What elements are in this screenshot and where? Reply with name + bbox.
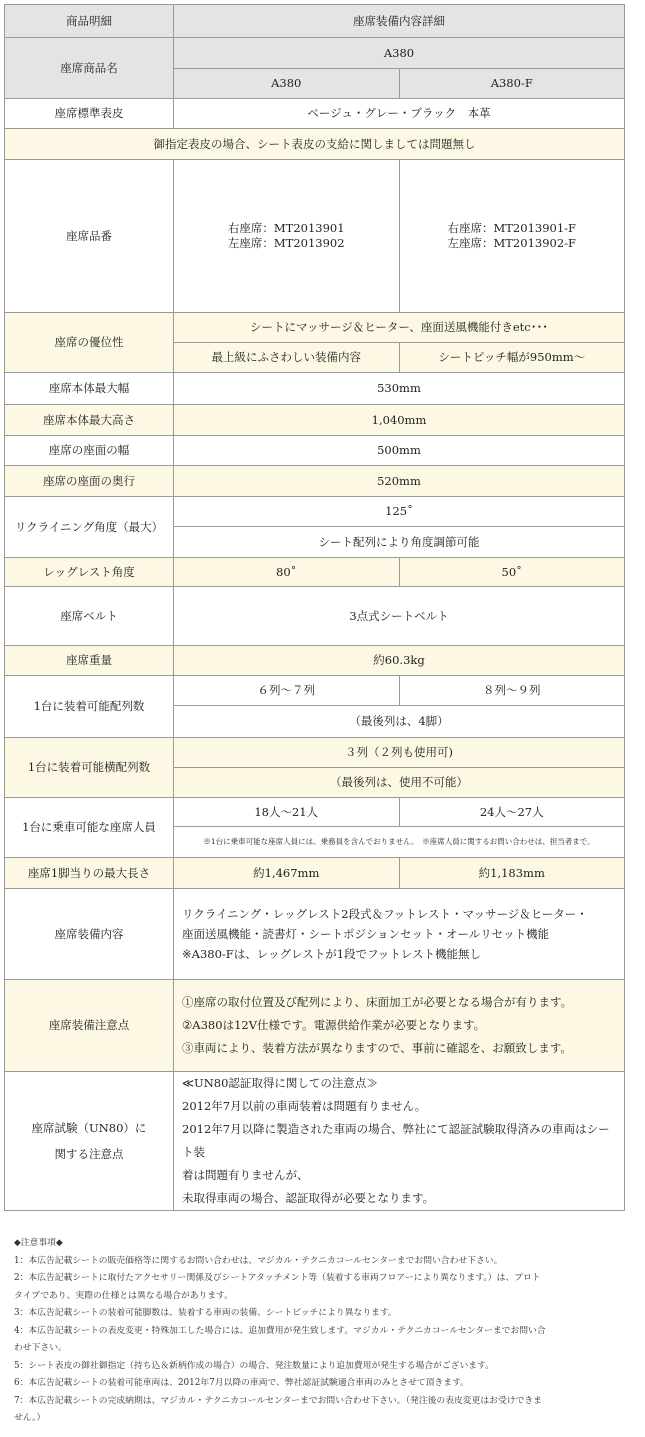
un80-label-line2: 関する注意点: [54, 1147, 124, 1161]
un80-label-line1: 座席試験（UN80）に: [31, 1121, 147, 1135]
seat-depth-value: 520mm: [174, 466, 625, 497]
advantage-label: 座席の優位性: [5, 313, 174, 373]
note-line: タイプであり、実際の仕様とは異なる場合があります。: [14, 1290, 234, 1301]
max-width-value: 530mm: [174, 373, 625, 405]
note-line: わせ下さい。: [14, 1343, 67, 1353]
seat-width-value: 500mm: [174, 436, 625, 466]
caution-line: ②A380は12V仕様です。電源供給作業が必要となります。: [182, 1018, 486, 1032]
advantage-b: シートピッチ幅が950mm～: [399, 343, 625, 373]
un80-line: ≪UN80認証取得に関しての注意点≫: [182, 1076, 378, 1090]
note-line: 5：シート表皮の御社御指定（持ち込＆新柄作成の場合）の場合、発注数量により追加費用が発生する場合がございます。: [14, 1360, 494, 1371]
equipment-line: 座面送風機能・読書灯・シートポジションセット・オールリセット機能: [182, 927, 550, 941]
notes-title: ◆注意事項◆: [14, 1238, 63, 1248]
weight-label: 座席重量: [5, 646, 174, 676]
belt-label: 座席ベルト: [5, 587, 174, 646]
equipment-content: [174, 889, 625, 980]
note-line: 2：本広告記載シートに取付たアクセサリー関係及びシートアタッチメント等（装着する車両フロアーにより異なります。）は、プロト: [14, 1273, 541, 1283]
advantage-top: シートにマッサージ＆ヒーター、座面送風機能付きetc･･･: [174, 313, 625, 343]
max-length-b: 約1,183mm: [399, 858, 625, 889]
cols-label: 1台に装着可能横配列数: [5, 738, 174, 798]
max-height-label: 座席本体最大高さ: [5, 405, 174, 436]
caution-line: ③車両により、装着方法が異なりますので、事前に確認を、お願致します。: [182, 1041, 572, 1055]
model-variant-b: A380-F: [399, 69, 625, 99]
recline-label: リクライニング角度（最大）: [5, 497, 174, 558]
part-no-a-right: 右座席：MT2013901: [227, 221, 345, 236]
model-label: 座席商品名: [5, 38, 174, 99]
weight-value: 約60.3kg: [174, 646, 625, 676]
note-line: 6：本広告記載シートの装着可能車両は、2012年7月以降の車両で、弊社認証試験適合車両のみとさせて頂きます。: [14, 1378, 469, 1388]
capacity-note: ※1台に乗車可能な座席人員には、乗務員を含んでおりません。 ※座席人員に関するお問い合わせは、担当者まで。: [174, 827, 625, 858]
upholstery-value: ベージュ・グレー・ブラック 本革: [174, 99, 625, 129]
seat-width-label: 座席の座面の幅: [5, 436, 174, 466]
note-line: 7：本広告記載シートの完成納期は、マジカル・テクニカコールセンターまでお問い合わせ下さい。（発注後の表皮変更はお受けできま: [14, 1395, 542, 1406]
rows-a: ６列～７列: [174, 676, 400, 706]
un80-content: [174, 1072, 625, 1211]
spec-table: [4, 4, 625, 1211]
equipment-line: リクライニング・レッグレスト2段式＆フットレスト・マッサージ＆ヒーター・: [182, 907, 588, 921]
un80-line: 未取得車両の場合、認証取得が必要となります。: [182, 1191, 435, 1205]
recline-value: 125˚: [174, 497, 625, 527]
caution-line: ①座席の取付位置及び配列により、床面加工が必要となる場合が有ります。: [182, 995, 573, 1009]
header-right: 座席装備内容詳細: [174, 5, 625, 38]
caution-content: [174, 980, 625, 1072]
un80-label: [5, 1072, 174, 1211]
rows-label: 1台に装着可能配列数: [5, 676, 174, 738]
max-width-label: 座席本体最大幅: [5, 373, 174, 405]
cols-note: （最後列は、使用不可能）: [174, 768, 625, 798]
max-length-label: 座席1脚当りの最大長さ: [5, 858, 174, 889]
model-variant-a: A380: [174, 69, 400, 99]
part-no-b: [399, 160, 625, 313]
un80-line: 2012年7月以降に製造された車両の場合、弊社にて認証試験取得済みの車両はシート装: [182, 1122, 610, 1159]
notes-section: [14, 1235, 636, 1428]
note-line: 3：本広告記載シートの装着可能脚数は、装着する車両の装備、シートピッチにより異なります。: [14, 1308, 397, 1318]
note-line: せん。）: [14, 1413, 46, 1423]
capacity-b: 24人～27人: [399, 798, 625, 827]
un80-line: 2012年7月以前の車両装着は問題有りません。: [182, 1099, 427, 1113]
equipment-label: 座席装備内容: [5, 889, 174, 980]
note-line: 1：本広告記載シートの販売価格等に関するお問い合わせは、マジカル・テクニカコールセンターまでお問い合わせ下さい。: [14, 1255, 503, 1266]
legrest-label: レッグレスト角度: [5, 558, 174, 587]
part-no-label: 座席品番: [5, 160, 174, 313]
part-no-a: [174, 160, 400, 313]
upholstery-note: 御指定表皮の場合、シート表皮の支給に関しましては問題無し: [5, 129, 625, 160]
max-length-a: 約1,467mm: [174, 858, 400, 889]
rows-note: （最後列は、4脚）: [174, 706, 625, 738]
recline-note: シート配列により角度調節可能: [174, 527, 625, 558]
seat-depth-label: 座席の座面の奥行: [5, 466, 174, 497]
equipment-line: ※A380-Fは、レッグレストが1段でフットレスト機能無し: [182, 947, 481, 961]
part-no-a-left: 左座席：MT2013902: [227, 236, 345, 250]
caution-label: 座席装備注意点: [5, 980, 174, 1072]
rows-b: ８列～９列: [399, 676, 625, 706]
capacity-label: 1台に乗車可能な座席人員: [5, 798, 174, 858]
upholstery-label: 座席標準表皮: [5, 99, 174, 129]
part-no-b-right: 右座席：MT2013901-F: [447, 221, 577, 236]
capacity-a: 18人～21人: [174, 798, 400, 827]
un80-line: 着は問題有りませんが、: [182, 1168, 309, 1182]
belt-value: 3点式シートベルト: [174, 587, 625, 646]
part-no-b-left: 左座席：MT2013902-F: [447, 236, 577, 250]
legrest-a: 80˚: [174, 558, 400, 587]
note-line: 4：本広告記載シートの表皮変更・特殊加工した場合には、追加費用が発生致します。マジカル・テクニカコールセンターまでお問い合: [14, 1325, 546, 1336]
legrest-b: 50˚: [399, 558, 625, 587]
model-name: A380: [174, 38, 625, 69]
advantage-a: 最上級にふさわしい装備内容: [174, 343, 400, 373]
header-left: 商品明細: [5, 5, 174, 38]
max-height-value: 1,040mm: [174, 405, 625, 436]
cols-value: ３列（２列も使用可): [174, 738, 625, 768]
